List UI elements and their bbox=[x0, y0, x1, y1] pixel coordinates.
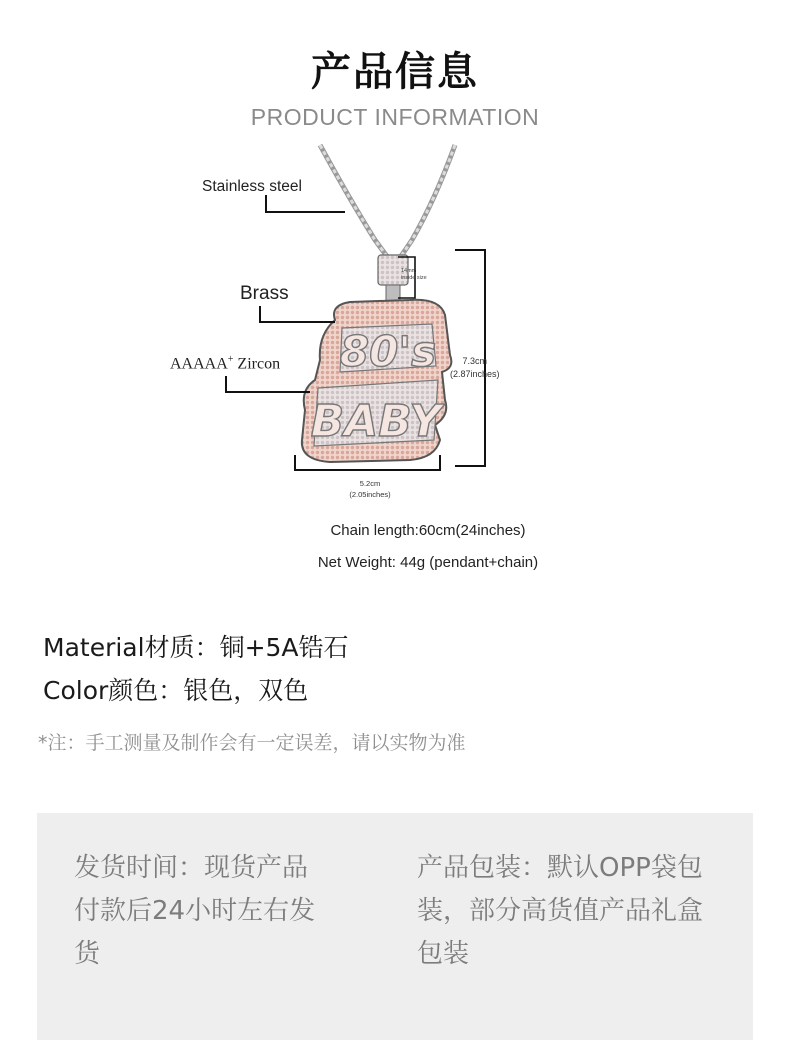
page-title: 产品信息 bbox=[311, 49, 479, 95]
height-inches: (2.87inches) bbox=[450, 369, 500, 379]
height-label bbox=[450, 355, 500, 381]
brass-label: Brass bbox=[240, 283, 289, 304]
net-weight-text: Net Weight: 44g (pendant+chain) bbox=[317, 554, 539, 571]
stainless-steel-label: Stainless steel bbox=[202, 178, 302, 195]
zircon-label bbox=[170, 354, 280, 373]
page-subtitle: PRODUCT INFORMATION bbox=[250, 104, 540, 130]
pendant-text-top: 80's bbox=[339, 327, 437, 376]
brass-callout bbox=[260, 306, 335, 322]
measurement-note: *注：手工测量及制作会有一定误差，请以实物为准 bbox=[38, 732, 466, 754]
bail-size-label bbox=[401, 268, 427, 282]
zircon-plus: + bbox=[227, 354, 234, 365]
packaging-text: 产品包装：默认OPP袋包装，部分高货值产品礼盒包装 bbox=[417, 853, 704, 969]
shipping-time-text: 发货时间：现货产品付款后24小时左右发货 bbox=[74, 853, 316, 969]
rope-chain bbox=[320, 145, 455, 260]
bail-size-note: inside size bbox=[401, 275, 427, 281]
pendant bbox=[302, 300, 452, 462]
stainless-callout bbox=[266, 195, 345, 212]
width-inches: (2.05inches) bbox=[349, 490, 391, 499]
shipping-info-box bbox=[37, 813, 753, 1040]
pendant-text-bottom: BABY bbox=[310, 396, 442, 447]
product-diagram bbox=[150, 140, 670, 590]
bail-size-value: 14mm bbox=[401, 268, 417, 274]
zircon-word: Zircon bbox=[233, 355, 281, 373]
height-cm: 7.3cm bbox=[462, 356, 488, 366]
zircon-grade: AAAAA bbox=[170, 355, 228, 373]
chain-length-text: Chain length:60cm(24inches) bbox=[330, 522, 526, 539]
width-label bbox=[330, 478, 410, 500]
color-line: Color颜色：银色，双色 bbox=[43, 676, 309, 705]
material-line: Material材质：铜+5A锆石 bbox=[43, 633, 349, 662]
zircon-callout bbox=[226, 376, 310, 392]
width-cm: 5.2cm bbox=[359, 479, 381, 488]
